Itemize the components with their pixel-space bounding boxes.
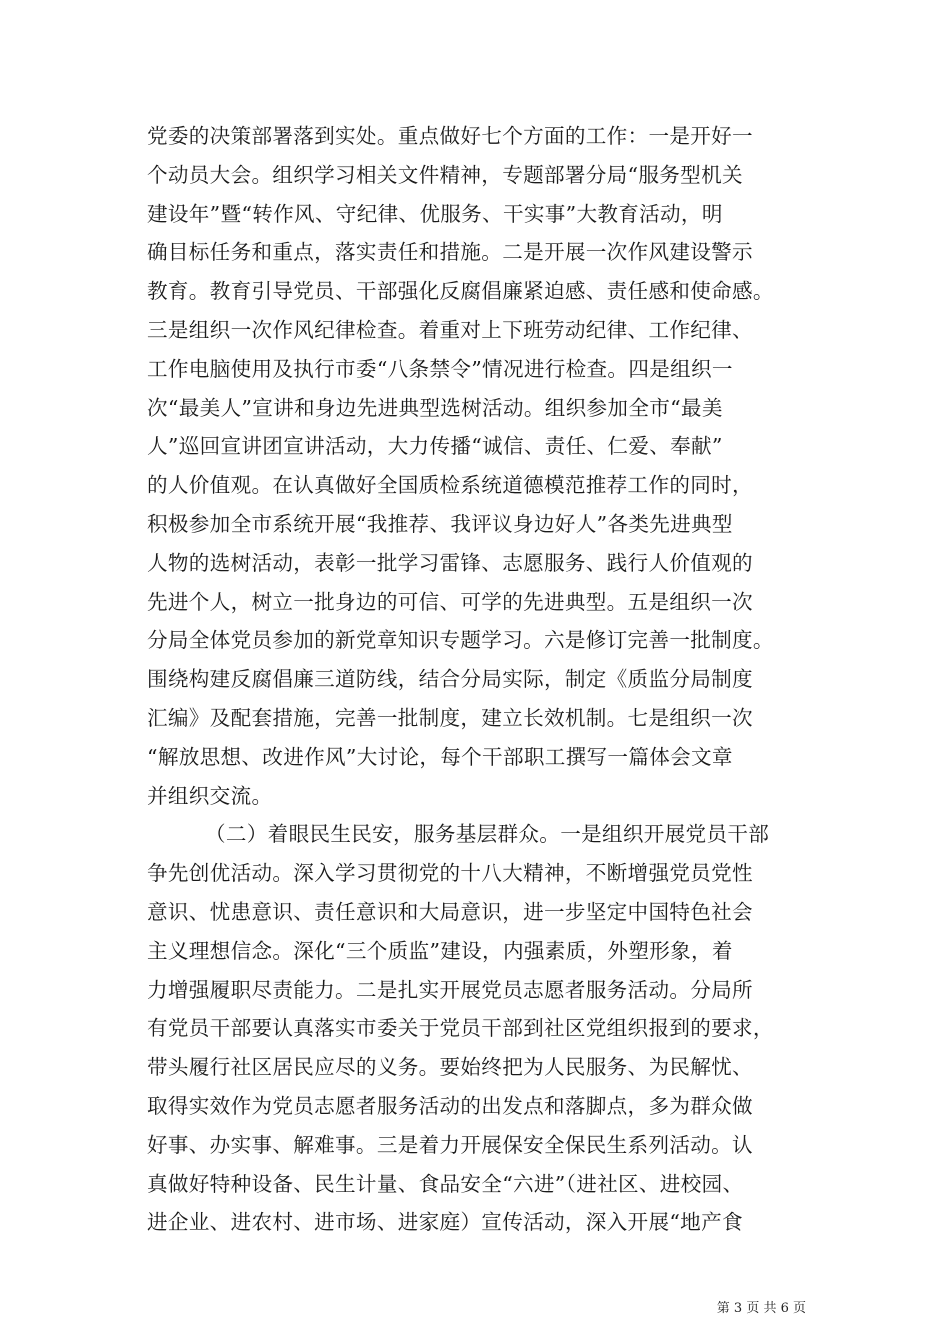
- text-line: 确目标任务和重点，落实责任和措施。二是开展一次作风建设警示: [147, 240, 753, 265]
- paragraph-1: [147, 117, 837, 815]
- text-line: 进企业、进农村、进市场、进家庭）宣传活动，深入开展“地产食: [147, 1210, 743, 1235]
- text-line: 有党员干部要认真落实市委关于党员干部到社区党组织报到的要求，: [147, 1016, 774, 1041]
- text-line: 并组织交流。: [147, 783, 273, 808]
- text-line: 个动员大会。组织学习相关文件精神，专题部署分局“服务型机关: [147, 162, 743, 187]
- text-line: 取得实效作为党员志愿者服务活动的出发点和落脚点，多为群众做: [147, 1093, 753, 1118]
- text-line: 汇编》及配套措施，完善一批制度，建立长效机制。七是组织一次: [147, 705, 753, 730]
- text-line: 人物的选树活动，表彰一批学习雷锋、志愿服务、践行人价值观的: [147, 550, 753, 575]
- paragraph-2: [147, 815, 837, 1242]
- document-body: [147, 117, 837, 1242]
- text-line: 带头履行社区居民应尽的义务。要始终把为人民服务、为民解忧、: [147, 1055, 753, 1080]
- text-line: 建设年”暨“转作风、守纪律、优服务、干实事”大教育活动，明: [147, 201, 723, 226]
- text-line: “解放思想、改进作风”大讨论，每个干部职工撰写一篇体会文章: [147, 744, 733, 769]
- text-line: 意识、忧患意识、责任意识和大局意识，进一步坚定中国特色社会: [147, 899, 753, 924]
- text-line: 主义理想信念。深化“三个质监”建设，内强素质，外塑形象，着: [147, 938, 733, 963]
- text-line: 的人价值观。在认真做好全国质检系统道德模范推荐工作的同时，: [147, 473, 753, 498]
- text-line: 积极参加全市系统开展“我推荐、我评议身边好人”各类先进典型: [147, 511, 733, 536]
- text-line: 先进个人，树立一批身边的可信、可学的先进典型。五是组织一次: [147, 589, 753, 614]
- text-line: 次“最美人”宣讲和身边先进典型选树活动。组织参加全市“最美: [147, 395, 723, 420]
- text-line: 力增强履职尽责能力。二是扎实开展党员志愿者服务活动。分局所: [147, 977, 753, 1002]
- text-line: 争先创优活动。深入学习贯彻党的十八大精神，不断增强党员党性: [147, 861, 753, 886]
- text-line: 围绕构建反腐倡廉三道防线，结合分局实际，制定《质监分局制度: [147, 667, 753, 692]
- text-line: 教育。教育引导党员、干部强化反腐倡廉紧迫感、责任感和使命感。: [147, 279, 774, 304]
- text-line: 三是组织一次作风纪律检查。着重对上下班劳动纪律、工作纪律、: [147, 317, 753, 342]
- text-line: 工作电脑使用及执行市委“八条禁令”情况进行检查。四是组织一: [147, 356, 733, 381]
- text-line: 好事、办实事、解难事。三是着力开展保安全保民生系列活动。认: [147, 1132, 753, 1157]
- page-number-footer: 第 3 页 共 6 页: [716, 1301, 806, 1316]
- text-line: 真做好特种设备、民生计量、食品安全“六进”（进社区、进校园、: [147, 1171, 744, 1196]
- text-line-indented: （二）着眼民生民安，服务基层群众。一是组织开展党员干部: [205, 822, 770, 847]
- text-line: 人”巡回宣讲团宣讲活动，大力传播“诚信、责任、仁爱、奉献”: [147, 434, 723, 459]
- text-line: 党委的决策部署落到实处。重点做好七个方面的工作：一是开好一: [147, 124, 753, 148]
- text-line: 分局全体党员参加的新党章知识专题学习。六是修订完善一批制度。: [147, 628, 774, 653]
